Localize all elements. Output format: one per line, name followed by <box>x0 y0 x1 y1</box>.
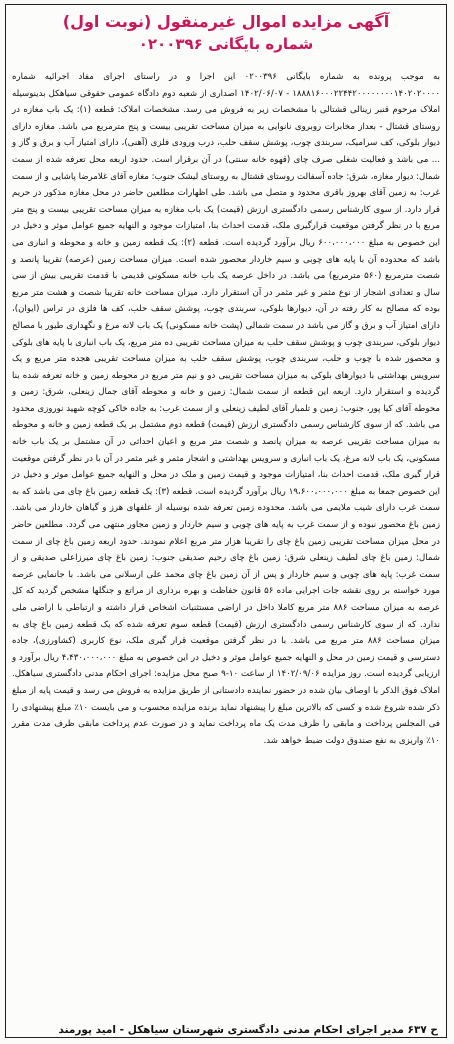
notice-title: آگهی مزایده اموال غیرمنقول (نوبت اول) <box>62 12 390 31</box>
archive-number: شماره بایگانی ۰۲۰۰۳۹۶ <box>138 35 314 53</box>
signature-line: ح ۶۳۷ مدیر اجرای احکام مدنی دادگستری شهرستان سیاهکل - امید پورمند <box>58 1024 438 1036</box>
notice-body: به موجب پرونده به شماره بایگانی ۰۲۰۰۳۹۶ این اجرا و در راستای اجرای مفاد اجرائیه شماره ۱۸۸۸۱۶۰۰۰۲۲۴۴۲۰۰۰۰۰۰۰۰۱۴۰۲۰۲۰۰۰۰ - ۱۴۰۲/۰۶/۰۷ اصداری از شعبه دوم دادگاه عمومی حقوقی سیاهکل بدینوسیله املاک مرحوم قنبر زینالی قشتالی با مشخصات زیر به فروش می رسد. مشخصات املاک: قطعه (۱): یک باب مغازه در روستای قشتال - بعداز مخابرات روبروی نانوایی به میزان مساحت تقریبی بیست و پنج مترمربع می باشد. مغازه دارای دیوار بلوکی، کف سرامیک، سربندی چوب، پوشش سقف حلب، درب ورودی فلزی (آهنی)، دارای امتیاز آب و برق و گاز و ... می باشد و فعالیت شغلی صرف چای (قهوه خانه سنتی) در آن برقرار است. حدود اربعه محل تعرفه شده از سمت شمال: دیوار مغازه، شرق: جاده آسفالت روستای قشتال به روستای لیشک جنوب: مغازه آقای غلامرضا پاشایی و از سمت غرب: به زمین آقای بهروز باقری محدود و متصل می باشد. طی اظهارات مطلعین حاضر در محل مغازه مذکور در حریم قرار دارد. از سوی کارشناس رسمی دادگستری ارزش (قیمت) یک باب مغازه به میزان مساحت تقریبی بیست و پنج متر مربع با در نظر گرفتن موقعیت قرارگیری ملک، قدمت احداث بنا، امتیازات موجود و النهایه جمیع عوامل موثر و دخیل در این خصوص به مبلغ ۶۰۰،۰۰۰،۰۰۰ ریال برآورد گردیده است. قطعه (۲): یک قطعه زمین و خانه و محوطه و انباری می باشد که محدوده آن با پایه های چوبی و سیم خاردار محصور شده است. میزان مساحت زمین (عرصه) تقریبا پانصد و شصت مترمربع (۵۶۰ مترمربع) می باشد. در داخل عرصه یک باب خانه مسکونی قدیمی با قدمت تقریبی بیش از سی سال و تعدادی اشجار از نوع مثمر و غیر مثمر در آن استقرار دارد. میزان مساحت خانه تقریبا شصت و هشت متر مربع بوده که مصالح به کار رفته در آن، دیوارها بلوکی، سربندی چوب، پوشش سقف حلب، کف ها فلزی در تراس (ایوان)، دارای امتیاز آب و برق و گاز می باشد در سمت شمالی (پشت خانه مسکونی) یک باب لانه مرغ و نگهداری طیور با مصالح دیوار بلوکی، سربندی چوب و پوشش سقف حلب به میزان مساحت تقریبی ده متر مربع، یک باب انباری با پایه های بلوکی و محصور شده با چوب و حلب، سربندی چوب، پوشش سقف حلب به میزان مساحت تقریبی هجده متر مربع و یک سرویس بهداشتی با دیوارهای بلوکی به میزان مساحت تقریبی دو و نیم متر مربع در محوطه زمین و خانه تعرفه شده بنا گردیده و استقرار دارد. اربعه این قطعه از سمت شمال: زمین و خانه و محوطه آقای جمال زینعلی، شرق: زمین و محوطه آقای کیا پور، جنوب: زمین و تلمبار آقای لطیف زینعلی و از سمت غرب: به جاده خاکی کوچه شهید نوروزی محدود می باشد. که از سوی کارشناس رسمی دادگستری ارزش (قیمت) قطعه دوم مشتمل بر یک قطعه زمین و خانه و محوطه به میزان مساحت تقریبی عرصه به میزان پانصد و شصت متر مربع و اعیان احداثی در آن مشتمل بر یک باب خانه مسکونی، یک باب لانه مرغ، یک باب انباری و سرویس بهداشتی و اشجار مثمر و غیر مثمر در آن با در نظر گرفتن موقعیت قرار گیری ملک، قدمت احداث بنا، امتیازات موجود و قیمت زمین و ملک در محل و النهایه جمیع عوامل موثر و دخیل در این خصوص جمعا به مبلغ ۱۹،۶۰۰،۰۰۰،۰۰۰ ریال برآورد گردیده است. قطعه (۳): یک قطعه زمین باغ چای می باشد که به سمت غرب دارای شیب ملایمی می باشد. محدوده زمین تعرفه شده بوسیله از علفهای هرز و گیاهان خاردار می باشد. زمین باغ محصور نبوده و از سمت غرب به پایه های چوبی و سیم خاردار و زمین مجاور منتهی می گردد. مطلعین حاضر در محل میزان مساحت تقریبی زمین باغ چای را تقریبا هزار متر مربع اعلام نمودند. حدود اربعه زمین باغ چای از سمت شمال: زمین باغ چای لطیف زینعلی شرق: زمین باغ چای رحیم صدیقی جنوب: زمین باغ چای میرزاعلی صدیقی و از سمت غرب: پایه های چوبی و سیم خاردار و پس از آن زمین باغ چای محمد علی ارسلانی می باشد. با جانمایی عرصه مورد خواسته بر روی نقشه جات اجرایی ماده ۵۶ قانون حفاظت و بهره برداری از مراتع و جنگلها مشخص گردید که کل عرصه به میزان مساحت ۸۸۶ متر مربع کاملا داخل در اراضی مستثنیات اشخاص قرار داشته و ارتباطی با اراضی ملی ندارد. که از سوی کارشناس رسمی دادگستری ارزش (قیمت) قطعه سوم تعرفه شده که یک قطعه زمین باغ چای به میزان مساحت ۸۸۶ متر مربع می باشد. با در نظر گرفتن موقعیت قرار گیری ملک، نوع کاربری (کشاورزی)، جاده دسترسی و قیمت زمین در محل و النهایه جمیع عوامل موثر و دخیل در این خصوص به مبلغ ۴،۴۳۰،۰۰۰،۰۰۰ ریال برآورد و ارزیابی گردیده است. روز مزایده ۱۴۰۲/۰۹/۰۶ از ساعت ۱۰-۹ صبح محل مزایده: اجرای احکام مدنی دادگستری سیاهکل. املاک فوق الذکر با اوصاف بیان شده در حضور نماینده دادستانی از طریق مزایده به فروش می رسد و قیمت پایه از مبلغ ذکر شده شروع شده و کسی که بالاترین مبلغ را پیشنهاد نماید برنده مزایده محسوب و می بایست ۱۰٪ مبلغ پیشنهادی را فی المجلس پرداخت و مابقی را ظرف مدت یک ماه پرداخت نماید و در صورت عدم پرداخت مابقی ظرف مدت مقرر ۱۰٪ واریزی به نفع صندوق دولت ضبط خواهد شد. <box>12 72 441 746</box>
auction-notice <box>5 4 447 1038</box>
notice-header <box>6 11 446 69</box>
